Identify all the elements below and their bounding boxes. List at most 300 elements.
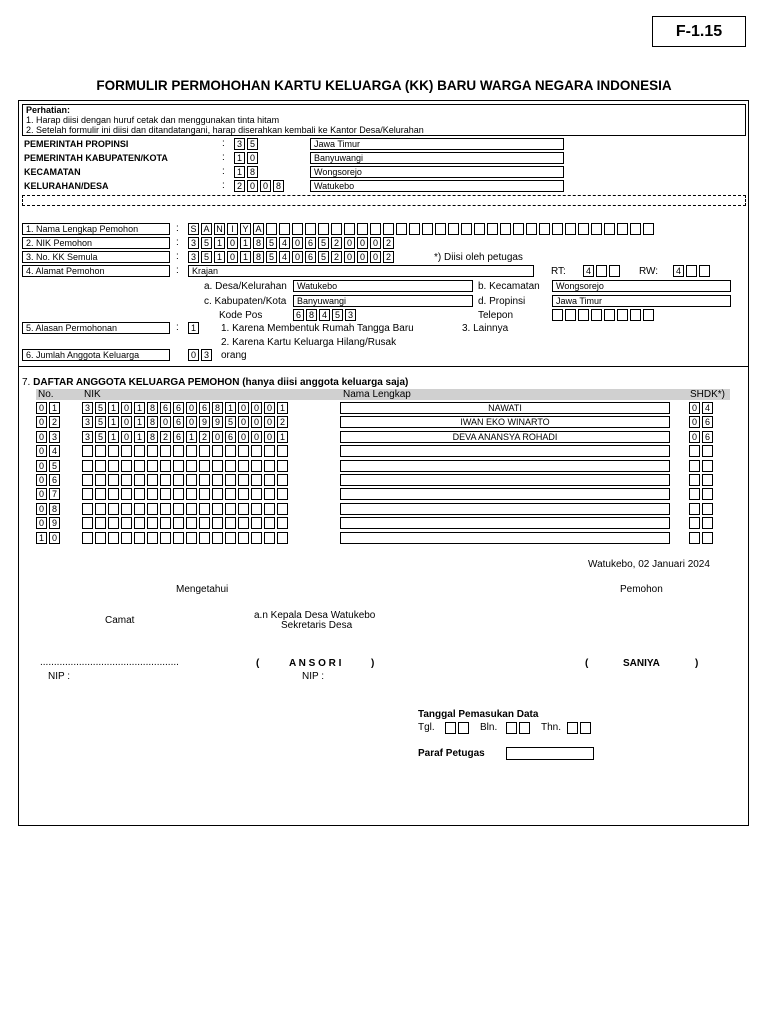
member-no-box: 0 — [36, 445, 47, 457]
colon: : — [176, 237, 179, 248]
member-nik-box: 2 — [199, 431, 210, 443]
member-nik-box — [147, 474, 158, 486]
member-nik-box — [277, 445, 288, 457]
member-no-box: 0 — [36, 503, 47, 515]
member-nik-box: 1 — [134, 402, 145, 414]
member-nik[interactable] — [82, 474, 290, 486]
applicant-signature-name: SANIYA — [623, 658, 660, 669]
region-code-box: 2 — [234, 180, 245, 192]
members-unit: orang — [221, 350, 247, 361]
telp-digit-box — [630, 309, 641, 321]
name-char-box — [357, 223, 368, 235]
member-nik-box — [173, 503, 184, 515]
member-shdk-box — [689, 488, 700, 500]
member-nik-box — [277, 503, 288, 515]
kk-input[interactable] — [188, 251, 396, 263]
paraf-label: Paraf Petugas — [418, 748, 485, 759]
member-nik[interactable] — [82, 402, 290, 414]
member-shdk-box — [689, 503, 700, 515]
member-nik-box: 0 — [238, 416, 249, 428]
region-label: PEMERINTAH PROPINSI — [24, 139, 129, 149]
member-shdk-box — [702, 460, 713, 472]
bln-input[interactable] — [506, 722, 532, 734]
member-nik-box — [82, 445, 93, 457]
member-nik-box — [238, 460, 249, 472]
kk-label: 3. No. KK Semula — [22, 251, 170, 263]
member-nik-box — [264, 503, 275, 515]
region-label: KECAMATAN — [24, 167, 81, 177]
member-nik-box — [225, 445, 236, 457]
member-nik-box — [212, 532, 223, 544]
member-name[interactable] — [340, 474, 670, 486]
member-shdk-box — [689, 474, 700, 486]
prop-input[interactable]: Jawa Timur — [552, 295, 731, 307]
kab-input[interactable]: Banyuwangi — [293, 295, 473, 307]
name-char-box: A — [201, 223, 212, 235]
member-nik-box — [108, 517, 119, 529]
region-code[interactable] — [234, 180, 286, 192]
member-nik-box: 8 — [147, 431, 158, 443]
member-nik-box: 1 — [134, 416, 145, 428]
member-shdk[interactable] — [689, 416, 715, 428]
member-nik-box: 6 — [160, 402, 171, 414]
member-nik-box: 1 — [277, 431, 288, 443]
thn-input[interactable] — [567, 722, 593, 734]
telp-digit-box — [552, 309, 563, 321]
separator — [22, 195, 746, 206]
region-name[interactable]: Watukebo — [310, 180, 564, 192]
member-nik-box — [212, 474, 223, 486]
member-no-box: 0 — [36, 488, 47, 500]
rw-digit-box — [686, 265, 697, 277]
kk-digit-box: 4 — [279, 251, 290, 263]
member-nik-box: 0 — [251, 431, 262, 443]
member-nik-box — [186, 532, 197, 544]
member-shdk[interactable] — [689, 460, 715, 472]
member-name[interactable] — [340, 488, 670, 500]
member-no-box: 6 — [49, 474, 60, 486]
nik-digit-box: 3 — [188, 237, 199, 249]
member-nik-box: 9 — [199, 416, 210, 428]
region-code-box: 8 — [247, 166, 258, 178]
member-nik-box — [277, 532, 288, 544]
member-nik-box: 0 — [264, 431, 275, 443]
kk-digit-box: 0 — [357, 251, 368, 263]
member-nik-box — [186, 517, 197, 529]
name-char-box — [422, 223, 433, 235]
member-nik-box — [251, 517, 262, 529]
member-nik-box — [160, 503, 171, 515]
member-shdk-box — [702, 517, 713, 529]
member-no-box: 8 — [49, 503, 60, 515]
member-nik-box — [108, 445, 119, 457]
member-nik-box — [264, 445, 275, 457]
member-nik[interactable] — [82, 503, 290, 515]
member-nik[interactable] — [82, 460, 290, 472]
member-no-box: 1 — [49, 402, 60, 414]
member-nik-box: 0 — [212, 431, 223, 443]
member-shdk-box — [702, 474, 713, 486]
address-input[interactable]: Krajan — [188, 265, 534, 277]
name-char-box — [500, 223, 511, 235]
members-count-input[interactable] — [188, 349, 214, 361]
col-no: No. — [38, 389, 54, 400]
member-no-box: 4 — [49, 445, 60, 457]
member-nik-box — [147, 517, 158, 529]
member-nik-box — [212, 488, 223, 500]
member-shdk[interactable] — [689, 503, 715, 515]
notice-box — [22, 104, 746, 136]
member-nik-box — [186, 460, 197, 472]
section-divider — [18, 366, 749, 367]
member-nik[interactable] — [82, 445, 290, 457]
member-nik-box — [173, 532, 184, 544]
member-nik-box — [225, 474, 236, 486]
kodepos-input[interactable] — [293, 309, 358, 321]
paraf-input[interactable] — [506, 747, 594, 760]
member-no-box: 5 — [49, 460, 60, 472]
thn-label: Thn. — [541, 722, 562, 733]
member-nik[interactable] — [82, 431, 290, 443]
member-no — [36, 431, 62, 443]
name-char-box — [617, 223, 628, 235]
page-title: FORMULIR PERMOHOHAN KARTU KELUARGA (KK) BARU WARGA NEGARA INDONESIA — [96, 78, 672, 93]
member-nik-box — [147, 460, 158, 472]
nik-digit-box: 5 — [266, 237, 277, 249]
member-nik-box — [121, 445, 132, 457]
kodepos-digit-box: 5 — [332, 309, 343, 321]
nik-digit-box: 1 — [240, 237, 251, 249]
member-nik-box: 0 — [121, 416, 132, 428]
member-nik-box — [225, 460, 236, 472]
member-no-box: 0 — [36, 517, 47, 529]
member-nik-box — [251, 503, 262, 515]
name-char-box — [643, 223, 654, 235]
region-row — [24, 152, 584, 165]
member-nik-box — [186, 445, 197, 457]
desa-input[interactable]: Watukebo — [293, 280, 473, 292]
rt-input[interactable] — [583, 265, 622, 277]
member-nik-box — [121, 460, 132, 472]
member-no — [36, 445, 62, 457]
member-nik-box — [212, 503, 223, 515]
member-nik-box — [82, 517, 93, 529]
name-char-box — [370, 223, 381, 235]
notice-heading: Perhatian: — [26, 105, 71, 115]
member-nik-box — [95, 445, 106, 457]
kk-digit-box: 5 — [318, 251, 329, 263]
member-nik-box — [147, 503, 158, 515]
member-shdk[interactable] — [689, 517, 715, 529]
member-nik[interactable] — [82, 416, 290, 428]
region-code-box: 1 — [234, 166, 245, 178]
tgl-input[interactable] — [445, 722, 471, 734]
nik-digit-box: 0 — [357, 237, 368, 249]
rw-digit-box — [699, 265, 710, 277]
member-name[interactable]: NAWATI — [340, 402, 670, 414]
member-no — [36, 416, 62, 428]
telp-label: Telepon — [478, 310, 514, 321]
table-row — [36, 503, 736, 516]
kk-digit-box: 5 — [266, 251, 277, 263]
desa-label: a. Desa/Kelurahan — [204, 281, 287, 292]
region-code[interactable] — [234, 138, 260, 150]
member-nik-box — [134, 460, 145, 472]
name-char-box — [604, 223, 615, 235]
table-row — [36, 445, 736, 458]
member-nik-box — [134, 445, 145, 457]
nik-digit-box: 1 — [214, 237, 225, 249]
name-char-box — [578, 223, 589, 235]
member-nik-box — [225, 532, 236, 544]
telp-digit-box — [604, 309, 615, 321]
camat-label: Camat — [105, 615, 135, 626]
member-nik-box — [251, 445, 262, 457]
name-char-box — [552, 223, 563, 235]
member-nik-box — [212, 460, 223, 472]
members-title-number: 7. — [22, 377, 34, 388]
address-label: 4. Alamat Pemohon — [22, 265, 170, 277]
member-no-box: 1 — [36, 532, 47, 544]
rw-digit-box: 4 — [673, 265, 684, 277]
name-char-box — [344, 223, 355, 235]
member-nik-box: 5 — [225, 416, 236, 428]
member-nik-box — [121, 503, 132, 515]
member-nik-box: 0 — [121, 402, 132, 414]
member-nik-box — [95, 474, 106, 486]
member-nik-box — [121, 517, 132, 529]
member-nik-box — [173, 517, 184, 529]
member-nik-box — [238, 445, 249, 457]
kec-label: b. Kecamatan — [478, 281, 540, 292]
member-nik-box — [238, 488, 249, 500]
member-nik[interactable] — [82, 488, 290, 500]
region-code[interactable] — [234, 166, 260, 178]
member-nik-box — [160, 474, 171, 486]
table-row — [36, 460, 736, 473]
member-shdk-box — [689, 517, 700, 529]
name-char-box — [474, 223, 485, 235]
name-char-box — [409, 223, 420, 235]
colon: : — [222, 138, 225, 149]
form-code: F-1.15 — [652, 16, 746, 47]
member-nik-box — [264, 532, 275, 544]
kk-digit-box: 0 — [344, 251, 355, 263]
nik-digit-box: 4 — [279, 237, 290, 249]
name-char-box — [565, 223, 576, 235]
member-nik-box: 0 — [186, 402, 197, 414]
camat-signature-line: .................................................. — [40, 657, 179, 668]
region-code[interactable] — [234, 152, 260, 164]
region-row — [24, 180, 584, 193]
official-name: A N S O R I — [289, 658, 342, 669]
member-name[interactable] — [340, 503, 670, 515]
col-shdk: SHDK*) — [690, 389, 726, 400]
colon: : — [176, 265, 179, 276]
member-shdk-box — [702, 445, 713, 457]
colon: : — [222, 166, 225, 177]
member-nik-box: 3 — [82, 402, 93, 414]
member-nik-box — [199, 532, 210, 544]
paren-open: ( — [256, 658, 260, 669]
member-shdk[interactable] — [689, 488, 715, 500]
member-shdk-box: 6 — [702, 431, 713, 443]
member-nik-box: 0 — [160, 416, 171, 428]
member-shdk[interactable] — [689, 474, 715, 486]
name-char-box — [513, 223, 524, 235]
name-char-box — [383, 223, 394, 235]
member-nik-box — [277, 474, 288, 486]
kk-digit-box: 5 — [201, 251, 212, 263]
name-char-box — [279, 223, 290, 235]
rw-label: RW: — [639, 266, 659, 277]
member-no-box: 0 — [36, 402, 47, 414]
region-code-box: 8 — [273, 180, 284, 192]
kec-input[interactable]: Wongsorejo — [552, 280, 731, 292]
entry-heading: Tanggal Pemasukan Data — [418, 709, 539, 720]
name-input[interactable] — [188, 223, 656, 235]
member-nik-box — [95, 503, 106, 515]
member-nik-box — [251, 460, 262, 472]
rt-digit-box — [596, 265, 607, 277]
member-nik-box — [160, 532, 171, 544]
region-name[interactable]: Wongsorejo — [310, 166, 564, 178]
member-shdk[interactable] — [689, 445, 715, 457]
member-nik-box — [199, 503, 210, 515]
member-nik-box — [95, 517, 106, 529]
telp-input[interactable] — [552, 309, 656, 321]
member-nik-box — [108, 460, 119, 472]
notice-line-2: 2. Setelah formulir ini diisi dan ditandatangani, harap diserahkan kembali ke Kantor Desa/Kelurahan — [26, 125, 424, 135]
member-shdk-box — [689, 445, 700, 457]
member-nik-box — [212, 517, 223, 529]
member-name[interactable] — [340, 532, 670, 544]
kk-digit-box: 0 — [292, 251, 303, 263]
nik-input[interactable] — [188, 237, 396, 249]
reason-input[interactable]: 1 — [188, 322, 201, 334]
member-shdk-box: 6 — [702, 416, 713, 428]
member-shdk[interactable] — [689, 402, 715, 414]
name-char-box — [318, 223, 329, 235]
kk-digit-box: 3 — [188, 251, 199, 263]
member-nik-box — [121, 474, 132, 486]
member-name[interactable] — [340, 460, 670, 472]
name-char-box — [292, 223, 303, 235]
member-nik-box: 0 — [251, 402, 262, 414]
member-shdk[interactable] — [689, 532, 715, 544]
member-nik-box — [264, 474, 275, 486]
member-no — [36, 474, 62, 486]
member-nik-box — [251, 488, 262, 500]
member-name[interactable]: DEVA ANANSYA ROHADI — [340, 431, 670, 443]
count-digit-box: 3 — [201, 349, 212, 361]
member-nik-box: 5 — [95, 431, 106, 443]
name-char-box — [487, 223, 498, 235]
member-nik-box — [199, 517, 210, 529]
member-no-box: 3 — [49, 431, 60, 443]
table-row — [36, 474, 736, 487]
table-row — [36, 431, 736, 444]
name-char-box — [331, 223, 342, 235]
member-name[interactable] — [340, 517, 670, 529]
member-nik-box — [238, 532, 249, 544]
member-nik-box — [277, 488, 288, 500]
member-nik-box — [82, 488, 93, 500]
member-nik-box — [199, 474, 210, 486]
member-nik-box — [108, 474, 119, 486]
members-title-text: DAFTAR ANGGOTA KELUARGA PEMOHON (hanya diisi anggota keluarga saja) — [33, 377, 409, 388]
member-nik-box: 1 — [225, 402, 236, 414]
kk-digit-box: 6 — [305, 251, 316, 263]
member-nik-box — [238, 517, 249, 529]
member-nik-box — [121, 488, 132, 500]
member-nik-box — [173, 460, 184, 472]
name-char-box: Y — [240, 223, 251, 235]
col-nik: NIK — [84, 389, 101, 400]
nik-digit-box: 5 — [201, 237, 212, 249]
member-nik-box — [95, 532, 106, 544]
member-no-box: 9 — [49, 517, 60, 529]
nik-digit-box: 5 — [318, 237, 329, 249]
telp-digit-box — [591, 309, 602, 321]
member-nik-box — [160, 488, 171, 500]
region-name[interactable]: Jawa Timur — [310, 138, 564, 150]
reason-option-2: 2. Karena Kartu Keluarga Hilang/Rusak — [221, 337, 397, 348]
member-nik-box: 1 — [108, 416, 119, 428]
member-no-box: 0 — [36, 460, 47, 472]
rw-input[interactable] — [673, 265, 712, 277]
member-nik-box — [160, 460, 171, 472]
member-nik-box — [238, 503, 249, 515]
colon: : — [176, 251, 179, 262]
count-digit-box: 0 — [188, 349, 199, 361]
region-code-box: 0 — [260, 180, 271, 192]
nik-digit-box: 2 — [331, 237, 342, 249]
member-nik-box — [173, 488, 184, 500]
member-nik[interactable] — [82, 532, 290, 544]
kodepos-digit-box: 8 — [306, 309, 317, 321]
member-nik-box: 6 — [173, 431, 184, 443]
an-line-2: Sekretaris Desa — [281, 620, 353, 631]
member-nik-box: 2 — [277, 416, 288, 428]
member-nik-box — [108, 488, 119, 500]
member-nik-box — [173, 474, 184, 486]
name-char-box — [448, 223, 459, 235]
member-nik[interactable] — [82, 517, 290, 529]
member-shdk-box — [702, 503, 713, 515]
kk-digit-box: 1 — [214, 251, 225, 263]
rt-label: RT: — [551, 266, 566, 277]
reason-option-3: 3. Lainnya — [462, 323, 509, 334]
member-nik-box — [212, 445, 223, 457]
region-code-box: 0 — [247, 152, 258, 164]
member-nik-box — [251, 474, 262, 486]
nik-digit-box: 0 — [344, 237, 355, 249]
prop-label: d. Propinsi — [478, 296, 526, 307]
member-name[interactable] — [340, 445, 670, 457]
member-nik-box — [186, 503, 197, 515]
kodepos-digit-box: 4 — [319, 309, 330, 321]
member-nik-box — [160, 517, 171, 529]
region-name[interactable]: Banyuwangi — [310, 152, 564, 164]
nip-official: NIP : — [302, 671, 325, 682]
member-shdk[interactable] — [689, 431, 715, 443]
telp-digit-box — [565, 309, 576, 321]
member-name[interactable]: IWAN EKO WINARTO — [340, 416, 670, 428]
tgl-label: Tgl. — [418, 722, 435, 733]
kk-digit-box: 0 — [227, 251, 238, 263]
member-shdk-box — [702, 532, 713, 544]
